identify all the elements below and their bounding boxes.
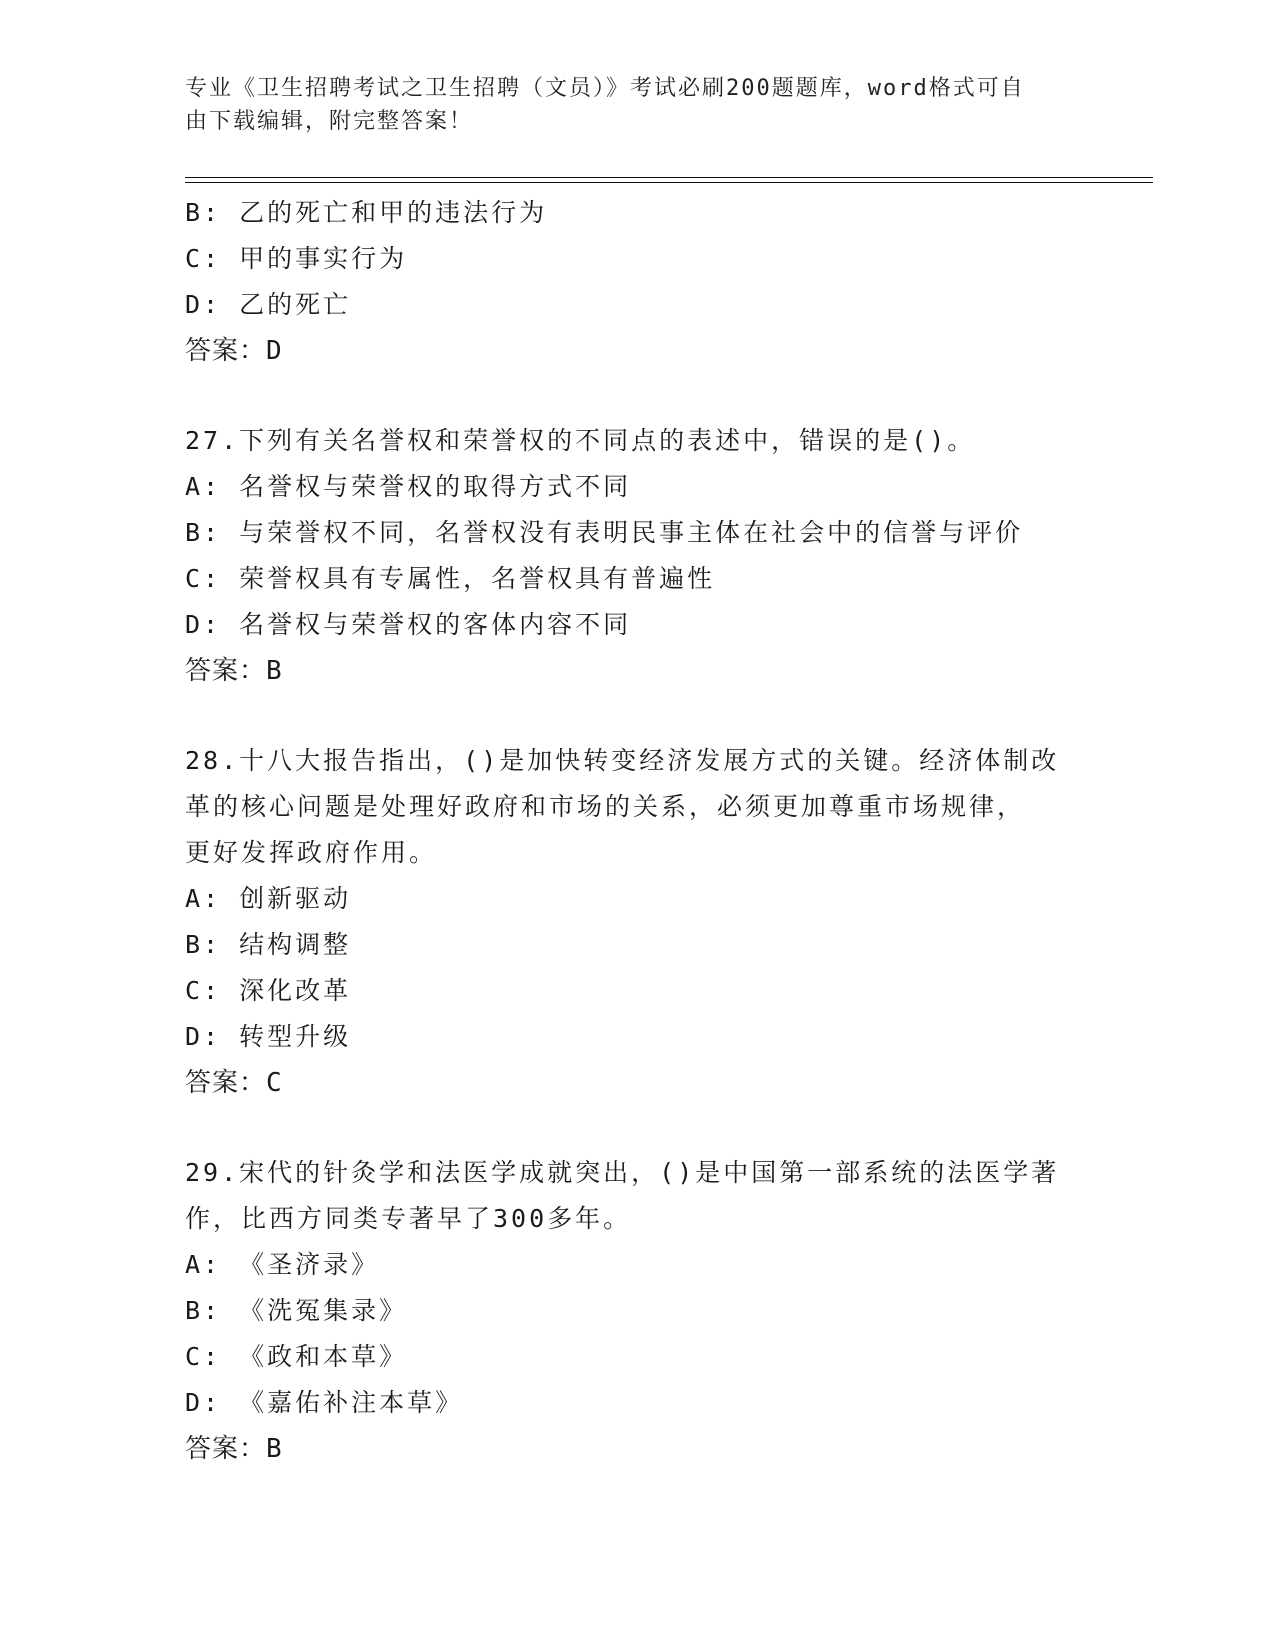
question-text-line-2: 作，比西方同类专著早了300多年。 — [185, 1204, 632, 1233]
question-29 — [185, 1150, 1085, 1472]
answer-value: B — [266, 656, 283, 686]
option-a: A: 创新驱动 — [185, 884, 352, 913]
option-b: B: 与荣誉权不同，名誉权没有表明民事主体在社会中的信誉与评价 — [185, 518, 1024, 547]
question-27 — [185, 418, 1085, 694]
answer-value: D — [266, 336, 283, 366]
answer-label: 答案： — [185, 656, 267, 686]
option-a: A: 《圣济录》 — [185, 1250, 380, 1279]
option-b: B: 《洗冤集录》 — [185, 1296, 408, 1325]
option-b: B: 乙的死亡和甲的违法行为 — [185, 198, 548, 227]
option-a: A: 名誉权与荣誉权的取得方式不同 — [185, 472, 632, 501]
answer-label: 答案： — [185, 336, 267, 366]
answer-value: C — [266, 1068, 283, 1098]
option-c: C: 荣誉权具有专属性，名誉权具有普遍性 — [185, 564, 716, 593]
header-divider-top — [185, 177, 1153, 178]
option-d: D: 名誉权与荣誉权的客体内容不同 — [185, 610, 632, 639]
question-partial — [185, 190, 1085, 374]
option-d: D: 转型升级 — [185, 1022, 352, 1051]
question-text-line-2: 革的核心问题是处理好政府和市场的关系，必须更加尊重市场规律， — [185, 792, 1026, 821]
header-line-2: 由下载编辑，附完整答案！ — [185, 109, 474, 134]
header-line-1: 专业《卫生招聘考试之卫生招聘（文员）》考试必刷200题题库，word格式可自 — [185, 76, 1025, 101]
document-header — [185, 72, 1065, 138]
question-text-line-1: 28.十八大报告指出，()是加快转变经济发展方式的关键。经济体制改 — [185, 746, 1060, 775]
question-text-line-1: 29.宋代的针灸学和法医学成就突出，()是中国第一部系统的法医学著 — [185, 1158, 1060, 1187]
header-divider-bottom — [185, 182, 1153, 183]
option-d: D: 《嘉佑补注本草》 — [185, 1388, 464, 1417]
option-c: C: 《政和本草》 — [185, 1342, 408, 1371]
answer-line — [185, 1426, 1085, 1472]
option-d: D: 乙的死亡 — [185, 290, 352, 319]
question-text: 27.下列有关名誉权和荣誉权的不同点的表述中，错误的是()。 — [185, 426, 976, 455]
answer-label: 答案： — [185, 1434, 267, 1464]
question-list — [185, 190, 1085, 1472]
option-c: C: 深化改革 — [185, 976, 352, 1005]
answer-line — [185, 328, 1085, 374]
question-28 — [185, 738, 1085, 1106]
option-b: B: 结构调整 — [185, 930, 352, 959]
answer-line — [185, 648, 1085, 694]
answer-line — [185, 1060, 1085, 1106]
option-c: C: 甲的事实行为 — [185, 244, 408, 273]
answer-label: 答案： — [185, 1068, 267, 1098]
answer-value: B — [266, 1434, 283, 1464]
question-text-line-3: 更好发挥政府作用。 — [185, 838, 438, 867]
